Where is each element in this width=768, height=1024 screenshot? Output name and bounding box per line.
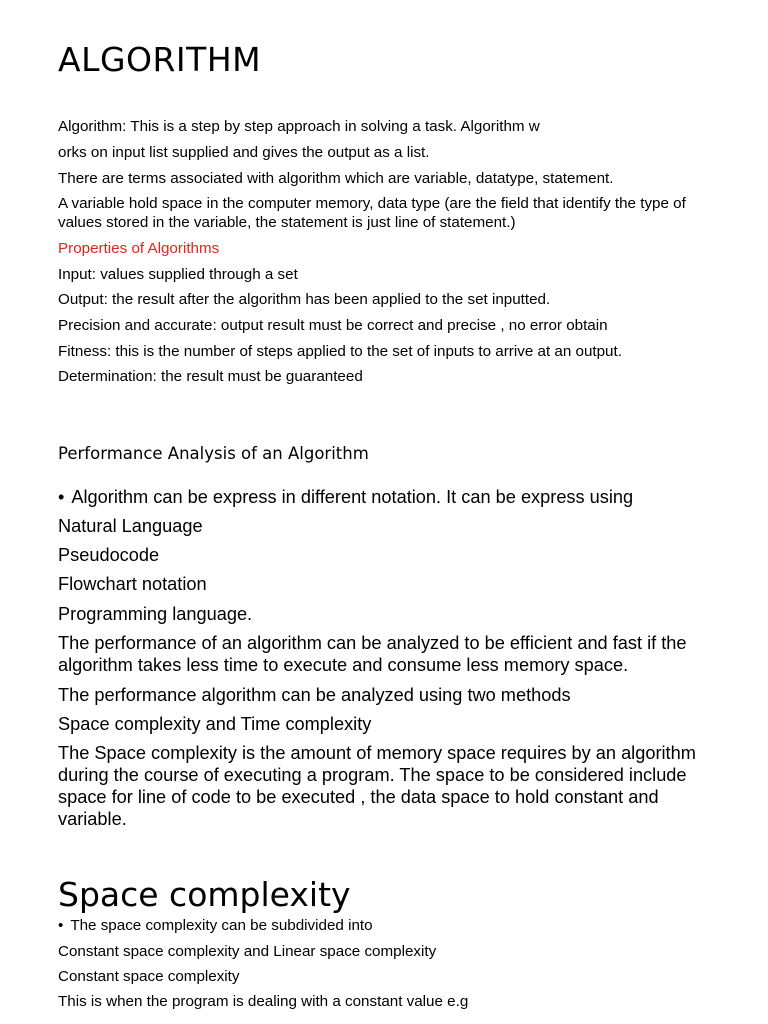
property-item: Determination: the result must be guaranteed xyxy=(58,368,363,385)
space-line: This is when the program is dealing with a constant value e.g xyxy=(58,993,469,1010)
performance-bullet: • Algorithm can be express in different notation. It can be express using xyxy=(58,486,633,508)
space-line: Constant space complexity and Linear space complexity xyxy=(58,943,437,960)
property-item: Precision and accurate: output result must be correct and precise , no error obtain xyxy=(58,317,608,334)
intro-line: orks on input list supplied and gives the output as a list. xyxy=(58,144,430,161)
intro-line: There are terms associated with algorithm which are variable, datatype, statement. xyxy=(58,170,614,187)
property-item: Fitness: this is the number of steps applied to the set of inputs to arrive at an output. xyxy=(58,343,622,360)
notation-item: Natural Language xyxy=(58,516,203,536)
property-item: Input: values supplied through a set xyxy=(58,266,298,283)
intro-line: Algorithm: This is a step by step approach in solving a task. Algorithm w xyxy=(58,118,540,135)
space-complexity-heading: Space complexity xyxy=(58,875,351,914)
space-complexity-definition: The Space complexity is the amount of memory space requires by an algorithm during the course of executing a program. The space to be considered include space for line of code to be executed , the data space to hold constant and variable. xyxy=(58,743,696,829)
properties-heading: Properties of Algorithms xyxy=(58,240,220,257)
performance-paragraph: The performance algorithm can be analyzed using two methods xyxy=(58,685,571,705)
space-line: Constant space complexity xyxy=(58,968,240,985)
notation-item: Pseudocode xyxy=(58,545,160,565)
space-bullet: • The space complexity can be subdivided into xyxy=(58,916,373,935)
intro-paragraph: A variable hold space in the computer memory, data type (are the field that identify the type of values stored in the variable, the statement is just line of statement.) xyxy=(58,195,686,231)
performance-paragraph: The performance of an algorithm can be analyzed to be efficient and fast if the algorithm takes less time to execute and consume less memory space. xyxy=(58,633,687,675)
notation-item: Flowchart notation xyxy=(58,574,207,594)
notation-item: Programming language. xyxy=(58,604,253,624)
performance-heading: Performance Analysis of an Algorithm xyxy=(58,444,369,463)
property-item: Output: the result after the algorithm has been applied to the set inputted. xyxy=(58,291,551,308)
performance-paragraph: Space complexity and Time complexity xyxy=(58,714,372,734)
document-title: ALGORITHM xyxy=(58,40,262,79)
